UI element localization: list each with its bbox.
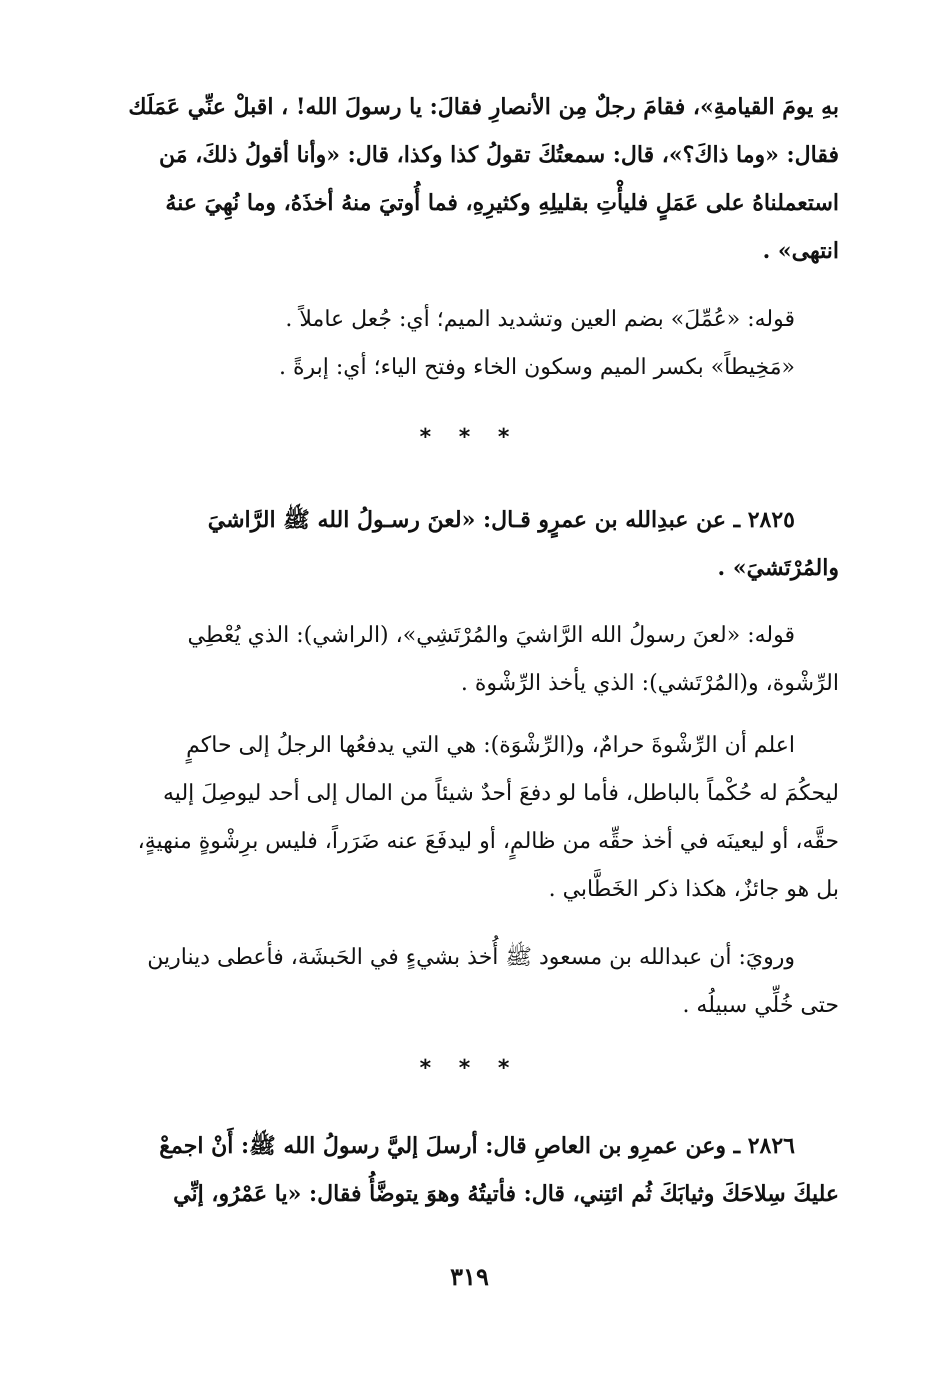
section-separator: * * * [419, 425, 520, 450]
explanation-paragraph [120, 722, 839, 914]
hadith-continuation [120, 83, 839, 275]
text-line: ورويَ: أن عبدالله بن مسعود ﷺ أُخذ بشيءٍ في الحَبشَة، فأعطى دينارين [147, 945, 795, 970]
text-line: حقَّه، أو ليعينَه في أخذ حقِّه من ظالمٍ، أو ليدفَعَ عنه ضَرَراً، فليس برِشْوةٍ منهيةٍ، [137, 829, 839, 854]
commentary-2825 [120, 612, 839, 708]
text-line: اعلم أن الرِّشْوةَ حرامٌ، و(الرِّشْوَة): هي التي يدفعُها الرجلُ إلى حاكمٍ [186, 733, 795, 758]
text-line: انتهى» . [762, 238, 839, 264]
hadith-2825 [120, 496, 839, 592]
hadith-line: عليكَ سِلاحَكَ وثيابَكَ ثُم ائتِني، قال: فأتيتُهُ وهوَ يتوضَّأُ فقال: «يا عَمْرُو، إنِّي [173, 1181, 839, 1207]
text-line: بهِ يومَ القيامةِ»، فقامَ رجلٌ مِن الأنصارِ فقالَ: يا رسولَ الله! ، اقبلْ عنِّي عَمَلَك [128, 94, 839, 120]
gloss-line: قوله: «عُمِّلَ» بضم العين وتشديد الميم؛ أي: جُعل عاملاً . [285, 307, 795, 332]
text-line: استعملناهُ على عَمَلٍ فليأْتِ بقليلِهِ وكثيرِهِ، فما أُوتيَ منهُ أخذَهُ، وما نُهِيَ عنهُ [165, 190, 839, 216]
commentary-gloss [120, 296, 839, 392]
text-line: فقال: «وما ذاكَ؟»، قال: سمعتُكَ تقولُ كذا وكذا، قال: «وأنا أقولُ ذلكَ، مَن [159, 142, 839, 168]
text-line: ليحكُمَ له حُكْماً بالباطل، فأما لو دفعَ أحدٌ شيئاً من المال إلى أحد ليوصِلَ إليه [163, 781, 839, 806]
section-separator: * * * [419, 1056, 520, 1081]
text-line: بل هو جائزٌ، هكذا ذكر الخَطَّابي . [548, 877, 839, 902]
text-line: حتى خُلِّي سبيلُه . [682, 993, 839, 1018]
hadith-line: ٢٨٢٦ ـ وعن عمرِو بن العاصِ قال: أرسلَ إليَّ رسولُ الله ﷺ: أَنْ اجمعْ [159, 1133, 795, 1159]
gloss-line: «مَخِيطاً» بكسر الميم وسكون الخاء وفتح الياء؛ أي: إبرةً . [279, 355, 795, 380]
narration-paragraph [120, 934, 839, 1030]
hadith-2826 [120, 1122, 839, 1218]
gloss-line: قوله: «لعنَ رسولُ الله الرَّاشيَ والمُرْتَشِي»، (الراشي): الذي يُعْطِي [187, 623, 795, 648]
gloss-line: الرِّشْوة، و(المُرْتَشي): الذي يأخذ الرِّشْوة . [460, 671, 839, 696]
hadith-line: ٢٨٢٥ ـ عن عبدِالله بن عمرٍو قـال: «لعنَ رسـولُ الله ﷺ الرَّاشيَ [207, 507, 795, 533]
page-number: ٣١٩ [450, 1262, 489, 1291]
hadith-line: والمُرْتَشيَ» . [717, 555, 839, 581]
